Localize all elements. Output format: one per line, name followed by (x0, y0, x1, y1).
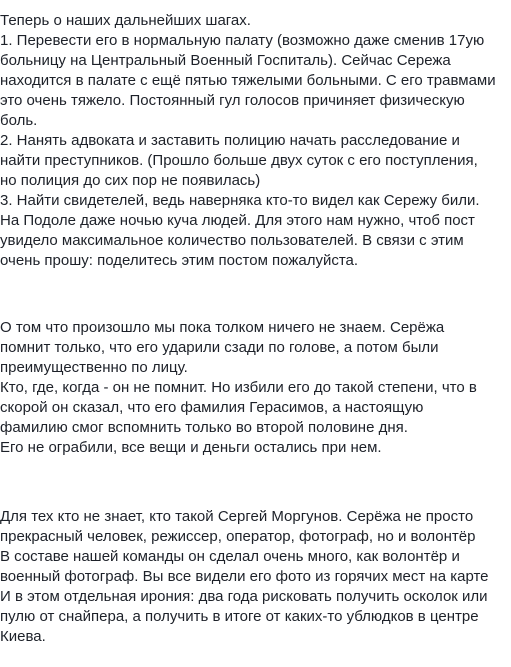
paragraph-next-steps: Теперь о наших дальнейших шагах. 1. Перевести его в нормальную палату (возможно даже сменив 17ую больницу на Центральный Военный Госпиталь). Сейчас Сережа находится в палате с ещё пятью тяжелыми больными. С его травмами это очень тяжело. Постоянный гул голосов причиняет физическую боль. 2. Нанять адвоката и заставить полицию начать расследование и найти преступников. (Прошло больше двух суток с его поступления, но полиция до сих пор не появилась) 3. Найти свидетелей, ведь наверняка кто-то видел как Сережу били. На Подоле даже ночью куча людей. Для этого нам нужно, чтоб пост увидело максимальное количество пользователей. В связи с этим очень прошу: поделитесь этим постом пожалуйста. (0, 12, 496, 269)
paragraph-what-happened: О том что произошло мы пока толком ничего не знаем. Серёжа помнит только, что его ударили сзади по голове, а потом были преимущественно по лицу. Кто, где, когда - он не помнит. Но избили его до такой степени, что в скорой он сказал, что его фамилия Герасимов, а настоящую фамилию смог вспомнить только во второй половине дня. Его не ограбили, все вещи и деньги остались при нем. (0, 319, 477, 456)
paragraph-about-sergey: Для тех кто не знает, кто такой Сергей Моргунов. Серёжа не просто прекрасный человек, режиссер, оператор, фотограф, но и волонтёр В составе нашей команды он сделал очень много, как волонтёр и военный фотограф. Вы все видели его фото из горячих мест на карте И в этом отдельная ирония: два года рисковать получить осколок или пулю от снайпера, а получить в итоге от каких-то ублюдков в центре Киева. (0, 508, 489, 645)
paragraph-spacer (0, 291, 511, 298)
paragraph-spacer (0, 478, 511, 487)
